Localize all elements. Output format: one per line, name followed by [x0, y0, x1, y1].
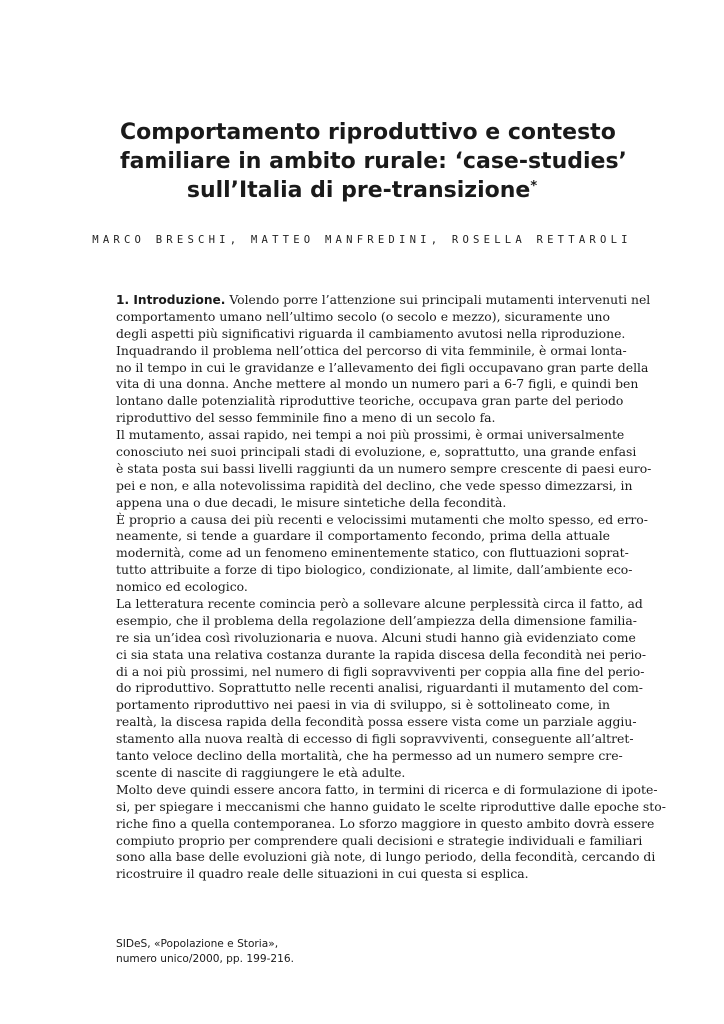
author-list: MARCO BRESCHI, MATTEO MANFREDINI, ROSELLA RETTAROLI [92, 234, 632, 246]
paragraph-line: do riproduttivo. Soprattutto nelle recenti analisi, riguardanti il mutamento del com- [116, 680, 643, 696]
article-body [116, 292, 666, 883]
paragraph-line: realtà, la discesa rapida della fecondità possa essere vista come un parziale aggiu- [116, 714, 637, 730]
paragraph-line: scente di nascite di raggiungere le età adulte. [116, 764, 406, 780]
paragraph-line: stamento alla nuova realtà di eccesso di figli sopravviventi, conseguente all’altret- [116, 731, 634, 747]
paragraph-line: portamento riproduttivo nei paesi in via di sviluppo, si è sottolineato come, in [116, 697, 610, 713]
paragraph-line: nomico ed ecologico. [116, 579, 248, 595]
paragraph-line: è stata posta sui bassi livelli raggiunti da un numero sempre crescente di paesi euro- [116, 460, 652, 476]
paragraph-line: vita di una donna. Anche mettere al mondo un numero pari a 6-7 figli, e quindi ben [116, 376, 639, 392]
paragraph-line [116, 292, 651, 309]
paragraph-line: tanto veloce declino della mortalità, che ha permesso ad un numero sempre cre- [116, 748, 623, 764]
paragraph-line: modernità, come ad un fenomeno eminentemente statico, con fluttuazioni soprat- [116, 545, 629, 561]
title-line-text: sull’Italia di pre-transizione [186, 178, 531, 203]
paragraph-line: pei e non, e alla notevolissima rapidità del declino, che vede spesso dimezzarsi, in [116, 477, 633, 493]
paragraph-line: esempio, che il problema della regolazione dell’ampiezza della dimensione familia- [116, 612, 637, 628]
paragraph-line: Molto deve quindi essere ancora fatto, in termini di ricerca e di formulazione di ipote- [116, 781, 658, 797]
paragraph-line: tutto attribuite a forze di tipo biologico, condizionate, al limite, dall’ambiente eco- [116, 562, 633, 578]
paragraph-line: Il mutamento, assai rapido, nei tempi a noi più prossimi, è ormai universalmente [116, 427, 625, 443]
paragraph-line: conosciuto nei suoi principali stadi di evoluzione, e, soprattutto, una grande enfasi [116, 444, 637, 460]
paragraph-line: Inquadrando il problema nell’ottica del percorso di vita femminile, è ormai lonta- [116, 342, 627, 358]
footnote-mark: * [530, 179, 538, 194]
title-line: Comportamento riproduttivo e contesto [120, 120, 616, 145]
paragraph-line: re sia un’idea così rivoluzionaria e nuova. Alcuni studi hanno già evidenziato come [116, 629, 636, 645]
paragraph-line: si, per spiegare i meccanismi che hanno guidato le scelte riproduttive dalle epoche sto- [116, 798, 666, 814]
title-line [120, 176, 604, 205]
paragraph-line: di a noi più prossimi, nel numero di figli sopravviventi per coppia alla fine del perio- [116, 663, 645, 679]
citation-line: SIDeS, «Popolazione e Storia», [116, 938, 279, 950]
paragraph-line: La letteratura recente comincia però a sollevare alcune perplessità circa il fatto, ad [116, 596, 643, 612]
paragraph-line: no il tempo in cui le gravidanze e l’allevamento dei figli occupavano gran parte della [116, 359, 649, 375]
paragraph-line: ricostruire il quadro reale delle situazioni in cui questa si esplica. [116, 866, 529, 882]
paragraph-text: Volendo porre l’attenzione sui principali mutamenti intervenuti nel [225, 292, 651, 307]
paragraph-line: ci sia stata una relativa costanza durante la rapida discesa della fecondità nei perio- [116, 646, 647, 662]
paragraph-line: sono alla base delle evoluzioni già note, di lungo periodo, della fecondità, cercando di [116, 849, 656, 865]
paragraph-line: riche fino a quella contemporanea. Lo sforzo maggiore in questo ambito dovrà essere [116, 815, 655, 831]
article-title [120, 118, 627, 205]
citation-line: numero unico/2000, pp. 199-216. [116, 953, 294, 965]
paragraph-line: compiuto proprio per comprendere quali decisioni e strategie individuali e familiari [116, 832, 643, 848]
paragraph-line: degli aspetti più significativi riguarda il cambiamento avutosi nella riproduzione. [116, 325, 626, 341]
paragraph-line: È proprio a causa dei più recenti e velocissimi mutamenti che molto spesso, ed erro- [116, 511, 648, 527]
title-line: familiare in ambito rurale: ‘case-studies’ [120, 149, 627, 174]
paragraph-line: lontano dalle potenzialità riproduttive teoriche, occupava gran parte del periodo [116, 393, 624, 409]
paragraph-line: appena una o due decadi, le misure sintetiche della fecondità. [116, 494, 507, 510]
section-heading: 1. Introduzione. [116, 293, 226, 307]
paragraph-line: riproduttivo del sesso femminile fino a meno di un secolo fa. [116, 410, 496, 426]
paragraph-line: neamente, si tende a guardare il comportamento fecondo, prima della attuale [116, 528, 610, 544]
journal-citation [116, 937, 294, 967]
paragraph-line: comportamento umano nell’ultimo secolo (o secolo e mezzo), sicuramente uno [116, 308, 610, 324]
